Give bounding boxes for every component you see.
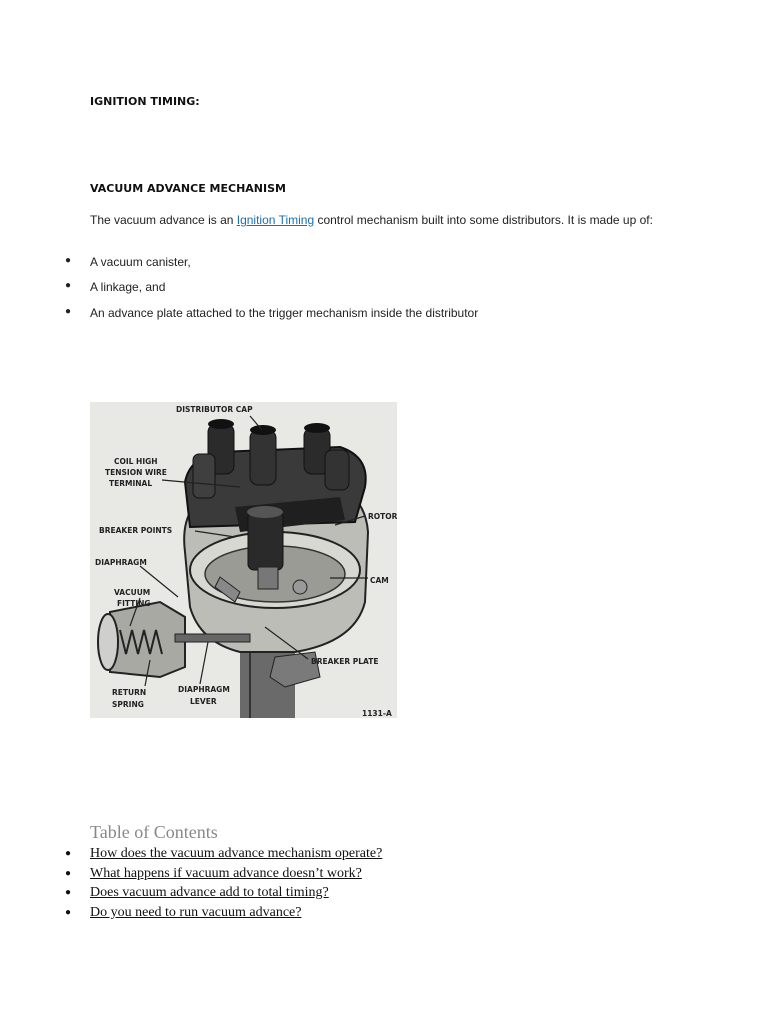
- label-cam: CAM: [370, 576, 389, 585]
- label-vacuum-1: VACUUM: [114, 588, 151, 597]
- toc-item: [0, 905, 700, 925]
- label-coil-3: TERMINAL: [109, 479, 153, 488]
- label-vacuum-2: FITTING: [117, 599, 151, 608]
- bullet-icon: ●: [65, 868, 72, 879]
- intro-paragraph: [90, 211, 675, 229]
- toc-title: Table of Contents: [90, 822, 218, 842]
- toc-link[interactable]: How does the vacuum advance mechanism operate?: [90, 846, 383, 861]
- label-coil-1: COIL HIGH: [114, 457, 158, 466]
- label-return-2: SPRING: [112, 700, 144, 709]
- label-breaker-plate: BREAKER PLATE: [311, 657, 379, 666]
- label-coil-2: TENSION WIRE: [105, 468, 167, 477]
- label-return-1: RETURN: [112, 688, 147, 697]
- bullet-icon: ●: [65, 280, 72, 291]
- list-item: [0, 255, 700, 273]
- label-breaker-points: BREAKER POINTS: [99, 526, 173, 535]
- list-item-text: An advance plate attached to the trigger mechanism inside the distributor: [90, 306, 479, 320]
- list-item-text: A linkage, and: [90, 280, 166, 294]
- ignition-timing-link[interactable]: Ignition Timing: [236, 213, 315, 227]
- bullet-icon: ●: [65, 907, 72, 918]
- intro-text-before: The vacuum advance is an: [90, 213, 237, 227]
- toc-item: [0, 846, 700, 866]
- section-heading: VACUUM ADVANCE MECHANISM: [90, 182, 286, 195]
- toc-item: [0, 885, 700, 905]
- bullet-icon: ●: [65, 887, 72, 898]
- label-distributor-cap: DISTRIBUTOR CAP: [176, 405, 253, 414]
- label-lever-2: LEVER: [190, 697, 217, 706]
- label-lever-1: DIAPHRAGM: [178, 685, 230, 694]
- toc-link[interactable]: Do you need to run vacuum advance?: [90, 905, 302, 920]
- intro-text-after: control mechanism built into some distributors. It is made up of:: [314, 213, 653, 227]
- page-heading: IGNITION TIMING:: [90, 95, 200, 108]
- bullet-icon: ●: [65, 848, 72, 859]
- list-item: [0, 306, 700, 324]
- label-rotor: ROTOR: [368, 512, 397, 521]
- distributor-illustration: [90, 402, 397, 718]
- toc-link[interactable]: Does vacuum advance add to total timing?: [90, 885, 329, 900]
- bullet-icon: ●: [65, 306, 72, 317]
- figure-code: 1131-A: [362, 709, 392, 718]
- distributor-diagram: [90, 402, 397, 718]
- list-item-text: A vacuum canister,: [90, 255, 191, 269]
- toc-item: [0, 866, 700, 886]
- toc-link[interactable]: What happens if vacuum advance doesn’t work?: [90, 866, 362, 881]
- label-diaphragm: DIAPHRAGM: [95, 558, 147, 567]
- list-item: [0, 280, 700, 298]
- bullet-icon: ●: [65, 255, 72, 266]
